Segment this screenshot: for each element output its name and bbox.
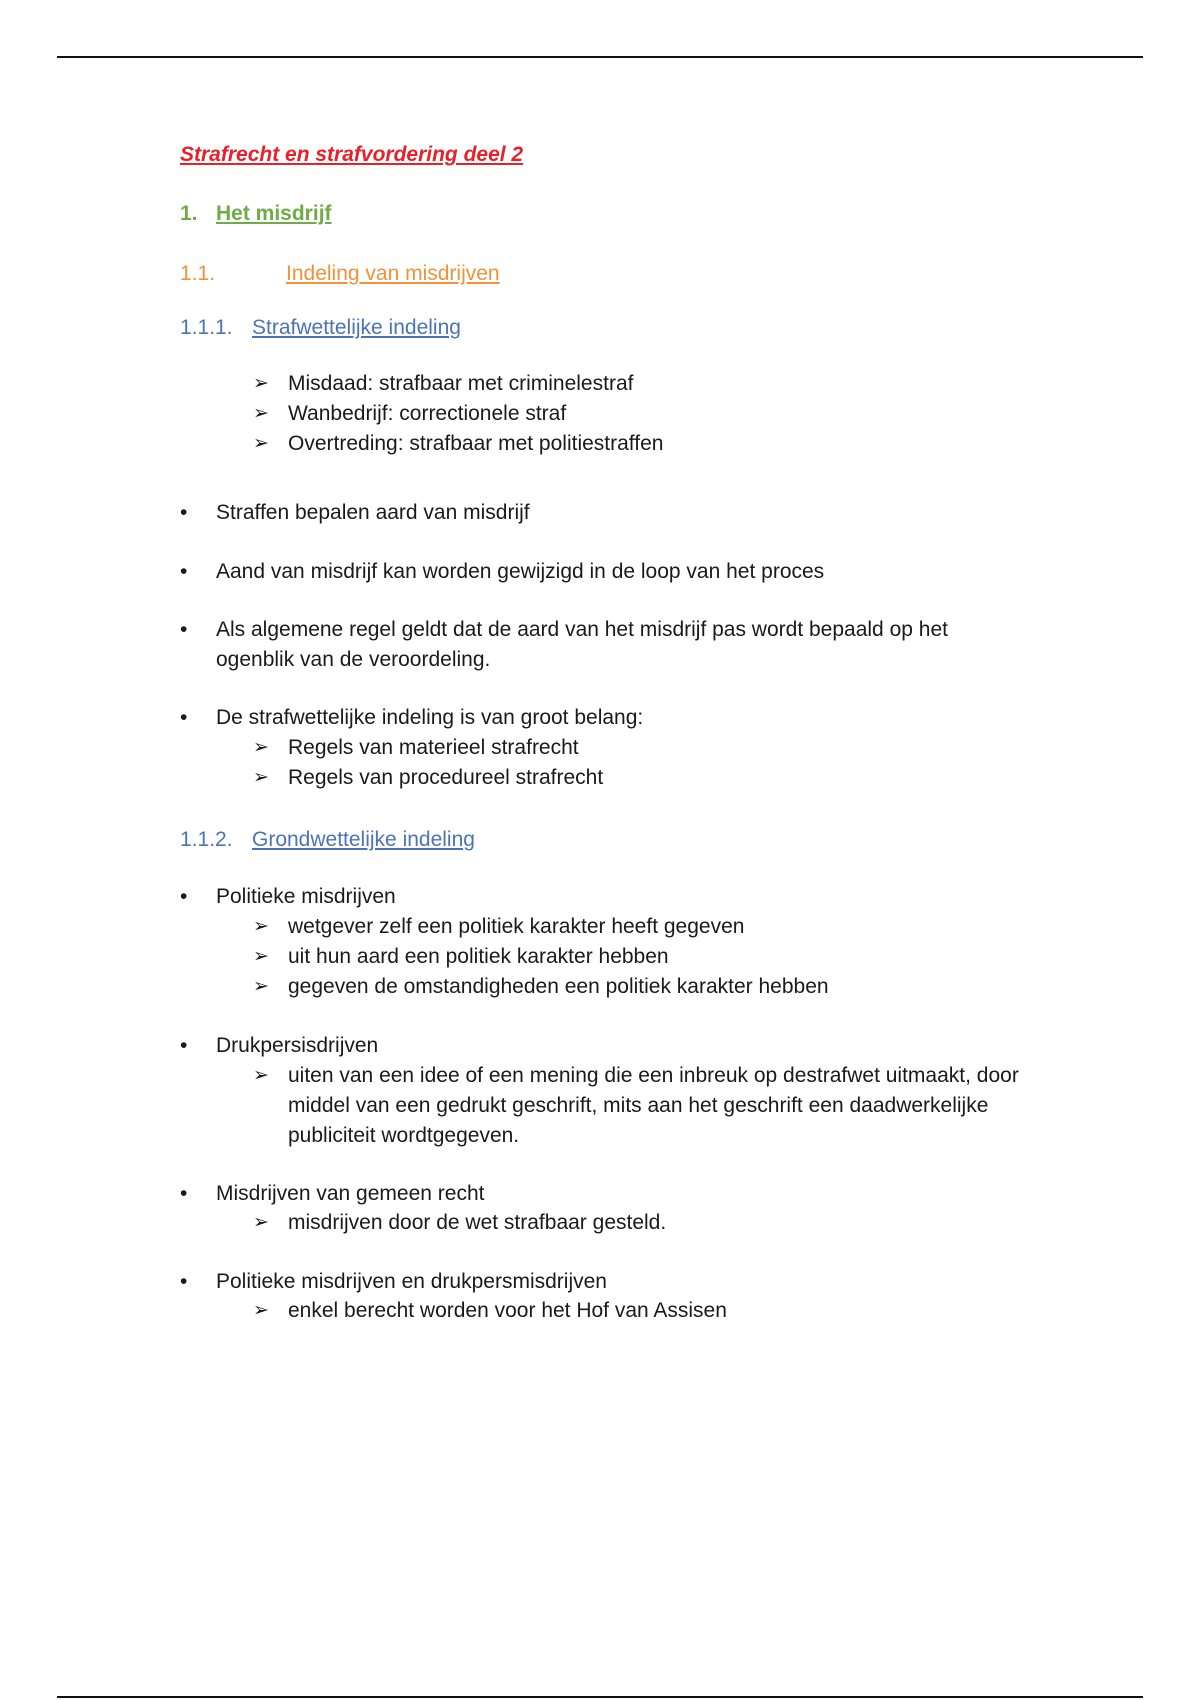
heading-1-1-1-number: 1.1.1. (180, 316, 233, 339)
arrow-bullet-icon: ➢ (253, 767, 269, 788)
heading-1 (180, 202, 332, 226)
heading-1-1-label: Indeling van misdrijven (286, 262, 500, 285)
bullet-dot-icon: • (180, 885, 188, 908)
heading-1-label: Het misdrijf (216, 202, 332, 225)
political-offences-list (253, 912, 829, 1002)
bullet-item: • Aand van misdrijf kan worden gewijzigd in de loop van het proces (180, 557, 976, 587)
arrow-bullet-icon: ➢ (253, 737, 269, 758)
heading-1-1-1-label: Strafwettelijke indeling (252, 316, 461, 339)
heading-1-1-2-label: Grondwettelijke indeling (252, 828, 475, 851)
bullet-item: • Straffen bepalen aard van misdrijf (180, 498, 976, 528)
bullet-dot-icon: • (180, 1034, 188, 1057)
list-item: ➢ Regels van procedureel strafrecht (253, 763, 603, 793)
arrow-bullet-icon: ➢ (253, 403, 269, 424)
heading-1-1 (180, 262, 500, 286)
arrow-bullet-icon: ➢ (253, 1300, 269, 1321)
list-item: ➢ Wanbedrijf: correctionele straf (253, 399, 663, 429)
bullet-item: • De strafwettelijke indeling is van groot belang: (180, 703, 976, 733)
bullet-dot-icon: • (180, 1182, 188, 1205)
common-law-offences-list (253, 1208, 666, 1238)
heading-1-1-2-number: 1.1.2. (180, 828, 233, 851)
list-item: ➢ gegeven de omstandigheden een politiek karakter hebben (253, 972, 829, 1002)
bullet-dot-icon: • (180, 706, 188, 729)
document-title: Strafrecht en strafvordering deel 2 (180, 143, 524, 166)
arrow-bullet-icon: ➢ (253, 916, 269, 937)
list-item: ➢ uiten van een idee of een mening die een inbreuk op destrafwet uitmaakt, door middel van een gedrukt geschrift, mits aan het geschrift een daadwerkelijke publiciteit wordtgegeven. (253, 1061, 1048, 1151)
heading-1-1-2 (180, 828, 475, 852)
bullet-item: • Drukpersisdrijven (180, 1031, 976, 1061)
list-item: ➢ Regels van materieel strafrecht (253, 733, 603, 763)
list-item: ➢ misdrijven door de wet strafbaar gesteld. (253, 1208, 666, 1238)
importance-list (253, 733, 603, 793)
bullet-item: • Politieke misdrijven (180, 882, 976, 912)
assize-court-list (253, 1296, 727, 1326)
heading-1-1-1 (180, 316, 461, 340)
heading-1-number: 1. (180, 202, 198, 225)
bullet-dot-icon: • (180, 618, 188, 641)
list-item: ➢ uit hun aard een politiek karakter hebben (253, 942, 829, 972)
bullet-item: • Als algemene regel geldt dat de aard van het misdrijf pas wordt bepaald op het ogenblik van de veroordeling. (180, 615, 976, 675)
bullet-item: • Misdrijven van gemeen recht (180, 1179, 976, 1209)
top-rule (57, 56, 1143, 58)
bullet-dot-icon: • (180, 1270, 188, 1293)
offence-types-list (253, 369, 663, 459)
list-item: ➢ enkel berecht worden voor het Hof van Assisen (253, 1296, 727, 1326)
arrow-bullet-icon: ➢ (253, 373, 269, 394)
arrow-bullet-icon: ➢ (253, 1065, 269, 1086)
heading-1-1-number: 1.1. (180, 262, 216, 285)
bullet-dot-icon: • (180, 501, 188, 524)
arrow-bullet-icon: ➢ (253, 1212, 269, 1233)
arrow-bullet-icon: ➢ (253, 433, 269, 454)
list-item: ➢ wetgever zelf een politiek karakter heeft gegeven (253, 912, 829, 942)
press-offences-list (253, 1061, 1048, 1151)
list-item: ➢ Misdaad: strafbaar met criminelestraf (253, 369, 663, 399)
list-item: ➢ Overtreding: strafbaar met politiestraffen (253, 429, 663, 459)
arrow-bullet-icon: ➢ (253, 976, 269, 997)
bullet-dot-icon: • (180, 560, 188, 583)
bullet-item: • Politieke misdrijven en drukpersmisdrijven (180, 1267, 976, 1297)
bottom-rule (57, 1696, 1143, 1698)
arrow-bullet-icon: ➢ (253, 946, 269, 967)
